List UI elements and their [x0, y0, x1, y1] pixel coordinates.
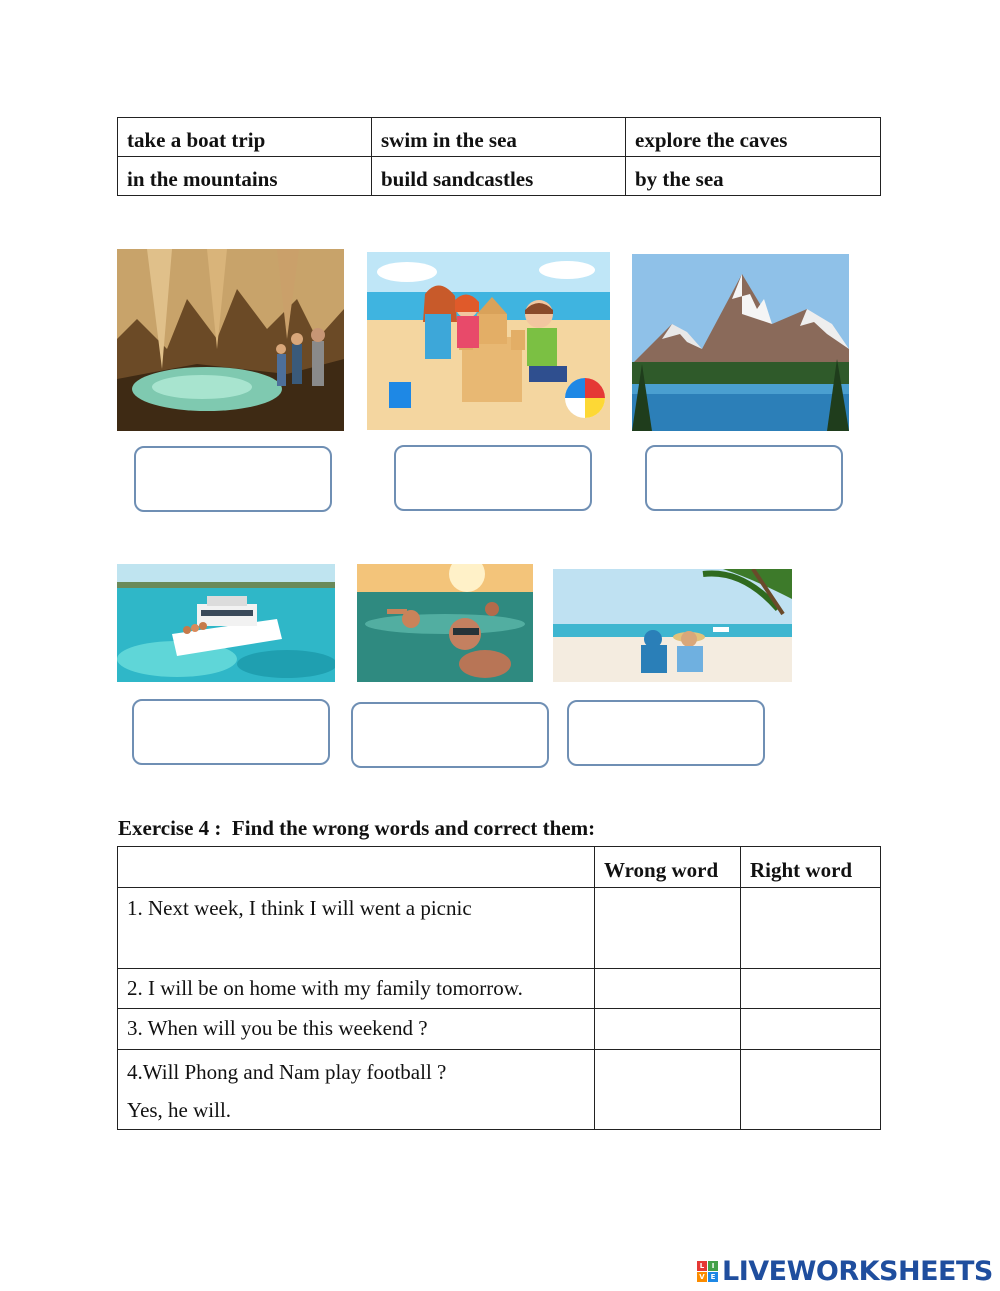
right-word-cell — [741, 888, 881, 969]
word-bank-cell: in the mountains — [118, 157, 372, 196]
sentence-text: Yes, he will. — [127, 1098, 232, 1122]
swimming-sea-photo — [357, 564, 533, 682]
table-row — [118, 888, 881, 969]
logo-letter-v: V — [697, 1272, 707, 1282]
cave-photo — [117, 249, 344, 431]
wrong-word-cell — [595, 1009, 741, 1050]
wrong-word-input-1[interactable] — [604, 919, 740, 941]
wrong-word-cell — [595, 969, 741, 1009]
right-word-input-2[interactable] — [750, 979, 880, 1001]
right-word-cell — [741, 1009, 881, 1050]
logo-mark-icon — [697, 1261, 718, 1282]
wrong-word-input-2[interactable] — [604, 979, 740, 1001]
word-bank-row — [118, 157, 881, 196]
sentence-text: 2. I will be on home with my family tomorrow. — [127, 976, 523, 1000]
wrong-word-cell — [595, 1050, 741, 1130]
liveworksheets-logo — [697, 1255, 993, 1287]
sentence-text: 4.Will Phong and Nam play football ? — [127, 1060, 447, 1084]
logo-text: LIVEWORKSHEETS — [722, 1255, 993, 1287]
column-header-right-word: Right word — [741, 847, 881, 888]
answer-box-1[interactable] — [134, 446, 332, 512]
beach-couple-photo — [553, 569, 792, 682]
wrong-word-input-3[interactable] — [604, 1020, 740, 1042]
word-bank-cell: explore the caves — [626, 118, 881, 157]
column-header-wrong-word: Wrong word — [595, 847, 741, 888]
right-word-cell — [741, 969, 881, 1009]
boat-trip-photo — [117, 564, 335, 682]
sandcastle-illustration — [367, 252, 610, 430]
sentence-text: 1. Next week, I think I will went a picnic — [127, 896, 472, 920]
word-bank-cell: by the sea — [626, 157, 881, 196]
logo-letter-l: L — [697, 1261, 707, 1271]
logo-letter-i: I — [708, 1261, 718, 1271]
answer-box-2[interactable] — [394, 445, 592, 511]
right-word-input-4[interactable] — [750, 1080, 880, 1102]
wrong-word-input-4[interactable] — [604, 1080, 740, 1102]
sentence-cell — [118, 1009, 595, 1050]
sentence-cell — [118, 888, 595, 969]
answer-box-6[interactable] — [567, 700, 765, 766]
word-bank-cell: build sandcastles — [372, 157, 626, 196]
sentence-cell — [118, 969, 595, 1009]
right-word-cell — [741, 1050, 881, 1130]
exercise-4-table — [117, 846, 881, 1130]
sentence-cell — [118, 1050, 595, 1130]
word-bank-cell: take a boat trip — [118, 118, 372, 157]
table-row — [118, 1009, 881, 1050]
answer-box-5[interactable] — [351, 702, 549, 768]
exercise-4-header-row — [118, 847, 881, 888]
word-bank-row — [118, 118, 881, 157]
logo-letter-e: E — [708, 1272, 718, 1282]
sentence-text: 3. When will you be this weekend ? — [127, 1016, 428, 1040]
table-row — [118, 969, 881, 1009]
answer-box-3[interactable] — [645, 445, 843, 511]
wrong-word-cell — [595, 888, 741, 969]
mountain-lake-photo — [632, 254, 849, 431]
right-word-input-1[interactable] — [750, 919, 880, 941]
right-word-input-3[interactable] — [750, 1020, 880, 1042]
word-bank-cell: swim in the sea — [372, 118, 626, 157]
answer-box-4[interactable] — [132, 699, 330, 765]
word-bank-table — [117, 117, 881, 196]
exercise-4-title: Exercise 4 : Find the wrong words and correct them: — [118, 816, 596, 840]
column-header-sentence — [118, 847, 595, 888]
table-row — [118, 1050, 881, 1130]
